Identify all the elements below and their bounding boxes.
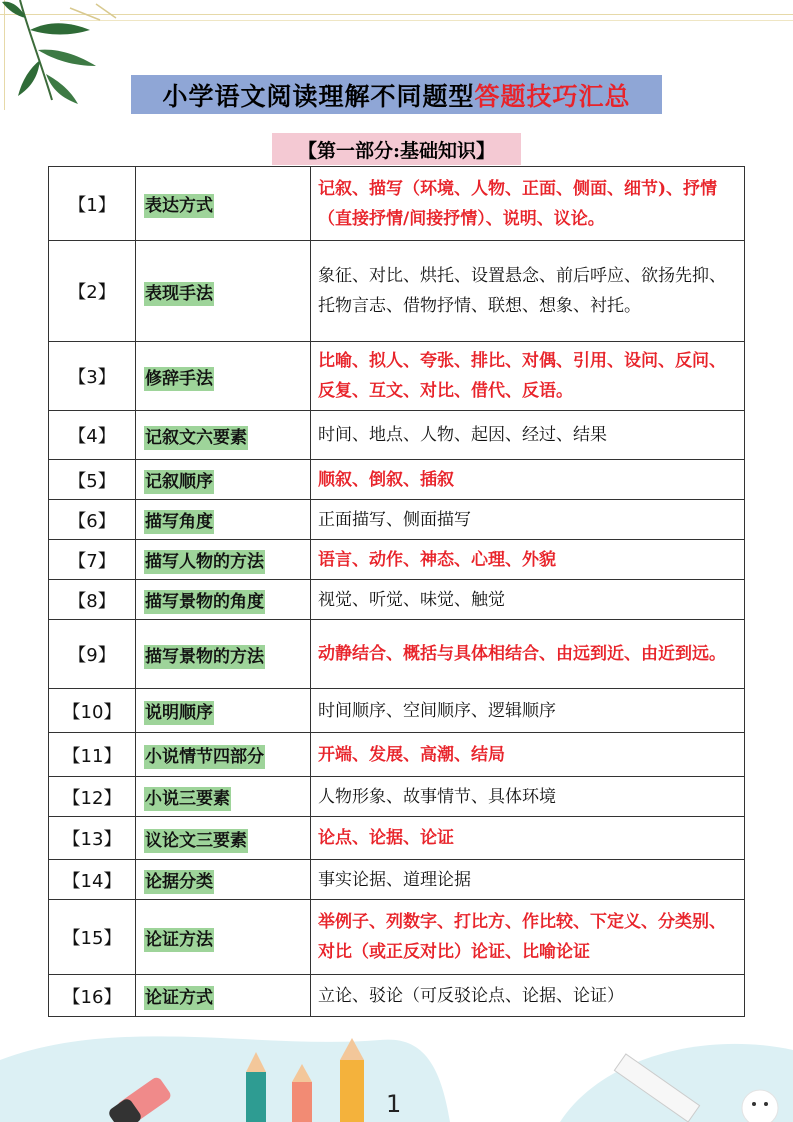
row-category: 说明顺序 <box>145 703 213 723</box>
knowledge-table <box>48 166 745 1017</box>
row-category-cell <box>136 580 311 620</box>
row-number: 【11】 <box>49 733 136 777</box>
row-category-cell <box>136 540 311 580</box>
row-category-cell <box>136 342 311 411</box>
row-category: 论证方式 <box>145 988 213 1008</box>
table-row <box>49 342 745 411</box>
title-highlight: 答题技巧汇总 <box>474 81 631 111</box>
bamboo-leaves-decoration <box>0 0 130 110</box>
row-number: 【3】 <box>49 342 136 411</box>
table-row <box>49 900 745 975</box>
table-row <box>49 860 745 900</box>
row-content: 立论、驳论（可反驳论点、论据、论证） <box>311 975 745 1017</box>
row-category-cell <box>136 460 311 500</box>
table-row <box>49 500 745 540</box>
row-category-cell <box>136 777 311 817</box>
row-category: 描写角度 <box>145 512 213 532</box>
table-row <box>49 975 745 1017</box>
row-content: 记叙、描写（环境、人物、正面、侧面、细节)、抒情（直接抒情/间接抒情）、说明、议论。 <box>311 167 745 241</box>
row-category: 修辞手法 <box>145 368 213 389</box>
row-number: 【14】 <box>49 860 136 900</box>
row-category: 小说三要素 <box>145 789 230 809</box>
row-number: 【2】 <box>49 241 136 342</box>
row-number: 【16】 <box>49 975 136 1017</box>
row-content: 事实论据、道理论据 <box>311 860 745 900</box>
row-content: 象征、对比、烘托、设置悬念、前后呼应、欲扬先抑、托物言志、借物抒情、联想、想象、衬托。 <box>311 241 745 342</box>
row-number: 【13】 <box>49 817 136 860</box>
row-content: 正面描写、侧面描写 <box>311 500 745 540</box>
row-category: 记叙文六要素 <box>145 427 247 448</box>
row-number: 【6】 <box>49 500 136 540</box>
row-content: 语言、动作、神态、心理、外貌 <box>311 540 745 580</box>
table-row <box>49 241 745 342</box>
row-category-cell <box>136 167 311 241</box>
row-category: 描写景物的方法 <box>145 646 264 667</box>
tooth-icon <box>742 1090 778 1122</box>
row-number: 【1】 <box>49 167 136 241</box>
row-category-cell <box>136 733 311 777</box>
row-category: 小说情节四部分 <box>145 747 264 767</box>
table-row <box>49 411 745 460</box>
row-category-cell <box>136 900 311 975</box>
row-content: 顺叙、倒叙、插叙 <box>311 460 745 500</box>
page-number: 1 <box>386 1090 402 1118</box>
top-border-line <box>60 20 793 21</box>
table-row <box>49 580 745 620</box>
table-row <box>49 817 745 860</box>
table-row <box>49 540 745 580</box>
table-row <box>49 733 745 777</box>
row-content: 论点、论据、论证 <box>311 817 745 860</box>
row-category-cell <box>136 860 311 900</box>
row-category: 表现手法 <box>145 283 213 304</box>
row-number: 【8】 <box>49 580 136 620</box>
row-number: 【12】 <box>49 777 136 817</box>
row-category: 描写人物的方法 <box>145 552 264 572</box>
row-category-cell <box>136 411 311 460</box>
table-row <box>49 460 745 500</box>
row-category-cell <box>136 817 311 860</box>
row-content: 时间顺序、空间顺序、逻辑顺序 <box>311 689 745 733</box>
row-number: 【10】 <box>49 689 136 733</box>
table-row <box>49 689 745 733</box>
row-number: 【5】 <box>49 460 136 500</box>
row-category: 论证方法 <box>145 929 213 950</box>
row-content: 动静结合、概括与具体相结合、由远到近、由近到远。 <box>311 620 745 689</box>
page-title <box>131 75 662 114</box>
table-row <box>49 620 745 689</box>
row-content: 举例子、列数字、打比方、作比较、下定义、分类别、对比（或正反对比）论证、比喻论证 <box>311 900 745 975</box>
row-content: 比喻、拟人、夸张、排比、对偶、引用、设问、反问、反复、互文、对比、借代、反语。 <box>311 342 745 411</box>
row-category: 表达方式 <box>145 196 213 216</box>
row-category: 记叙顺序 <box>145 472 213 492</box>
row-content: 时间、地点、人物、起因、经过、结果 <box>311 411 745 460</box>
row-category-cell <box>136 500 311 540</box>
row-category-cell <box>136 689 311 733</box>
section-heading: 【第一部分:基础知识】 <box>272 133 521 165</box>
row-number: 【7】 <box>49 540 136 580</box>
row-category: 议论文三要素 <box>145 830 247 851</box>
row-category-cell <box>136 975 311 1017</box>
table-row <box>49 167 745 241</box>
row-content: 开端、发展、高潮、结局 <box>311 733 745 777</box>
row-category: 描写景物的角度 <box>145 592 264 612</box>
row-number: 【15】 <box>49 900 136 975</box>
row-content: 视觉、听觉、味觉、触觉 <box>311 580 745 620</box>
row-category-cell <box>136 620 311 689</box>
row-number: 【9】 <box>49 620 136 689</box>
row-category: 论据分类 <box>145 872 213 892</box>
row-content: 人物形象、故事情节、具体环境 <box>311 777 745 817</box>
row-number: 【4】 <box>49 411 136 460</box>
row-category-cell <box>136 241 311 342</box>
table-row <box>49 777 745 817</box>
title-main: 小学语文阅读理解不同题型 <box>162 81 475 111</box>
